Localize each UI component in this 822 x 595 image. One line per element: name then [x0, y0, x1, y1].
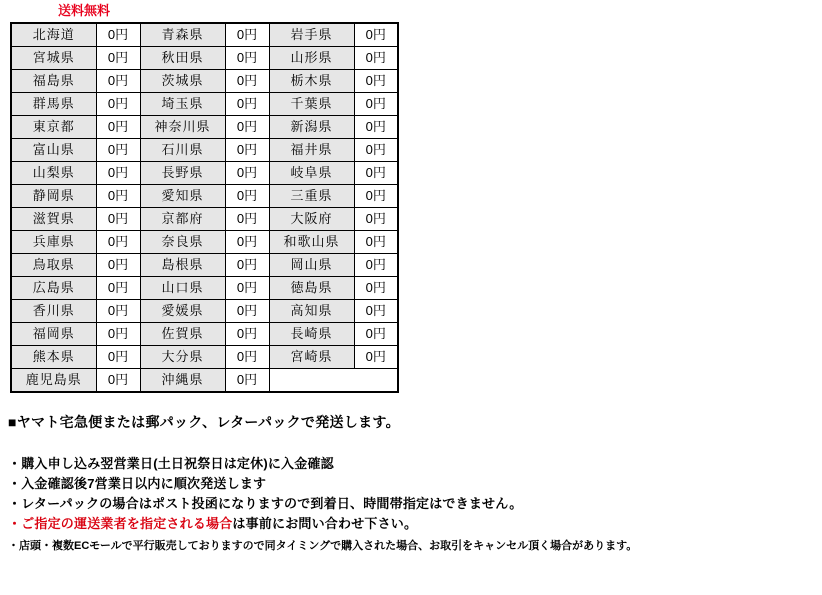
shipping-notes — [8, 412, 814, 555]
fee-cell: 0円 — [225, 208, 269, 231]
prefecture-cell: 群馬県 — [11, 93, 96, 116]
fee-cell: 0円 — [225, 300, 269, 323]
fee-cell: 0円 — [354, 23, 398, 47]
fee-cell: 0円 — [354, 139, 398, 162]
prefecture-cell: 高知県 — [269, 300, 354, 323]
fee-cell: 0円 — [225, 23, 269, 47]
prefecture-cell: 埼玉県 — [140, 93, 225, 116]
prefecture-cell: 三重県 — [269, 185, 354, 208]
prefecture-cell: 山口県 — [140, 277, 225, 300]
fee-cell: 0円 — [96, 369, 140, 393]
fee-cell: 0円 — [354, 47, 398, 70]
table-row — [11, 139, 398, 162]
prefecture-cell: 青森県 — [140, 23, 225, 47]
fee-cell: 0円 — [225, 231, 269, 254]
prefecture-cell: 福島県 — [11, 70, 96, 93]
note-parallel-sales: ・店頭・複数ECモールで平行販売しておりますので同タイミングで購入された場合、お取引をキャンセル頂く場合があります。 — [8, 540, 638, 552]
fee-cell: 0円 — [354, 70, 398, 93]
prefecture-cell: 宮城県 — [11, 47, 96, 70]
fee-cell: 0円 — [225, 93, 269, 116]
prefecture-cell: 岩手県 — [269, 23, 354, 47]
table-row — [11, 254, 398, 277]
fee-cell: 0円 — [354, 300, 398, 323]
fee-cell: 0円 — [96, 323, 140, 346]
fee-cell: 0円 — [96, 47, 140, 70]
fee-cell: 0円 — [96, 185, 140, 208]
fee-cell: 0円 — [96, 70, 140, 93]
prefecture-cell: 茨城県 — [140, 70, 225, 93]
fee-cell: 0円 — [354, 254, 398, 277]
table-row — [11, 208, 398, 231]
table-row — [11, 231, 398, 254]
table-row — [11, 23, 398, 47]
fee-cell: 0円 — [354, 162, 398, 185]
prefecture-cell: 大分県 — [140, 346, 225, 369]
table-row — [11, 70, 398, 93]
prefecture-cell: 愛媛県 — [140, 300, 225, 323]
fee-cell: 0円 — [225, 139, 269, 162]
prefecture-cell: 静岡県 — [11, 185, 96, 208]
prefecture-cell: 和歌山県 — [269, 231, 354, 254]
fee-cell: 0円 — [354, 323, 398, 346]
fee-cell: 0円 — [225, 277, 269, 300]
free-shipping-label: 送料無料 — [58, 3, 111, 18]
table-row — [11, 346, 398, 369]
prefecture-cell: 秋田県 — [140, 47, 225, 70]
fee-cell: 0円 — [96, 162, 140, 185]
fee-cell: 0円 — [96, 93, 140, 116]
fee-cell: 0円 — [354, 116, 398, 139]
prefecture-cell: 徳島県 — [269, 277, 354, 300]
prefecture-cell: 神奈川県 — [140, 116, 225, 139]
table-row — [11, 369, 398, 393]
prefecture-cell: 福井県 — [269, 139, 354, 162]
prefecture-cell: 宮崎県 — [269, 346, 354, 369]
shipping-fee-table-body — [11, 23, 398, 392]
prefecture-cell: 千葉県 — [269, 93, 354, 116]
fee-cell: 0円 — [225, 116, 269, 139]
empty-cell — [354, 369, 398, 393]
prefecture-cell: 鳥取県 — [11, 254, 96, 277]
fee-cell: 0円 — [96, 116, 140, 139]
fee-cell: 0円 — [354, 346, 398, 369]
table-row — [11, 323, 398, 346]
table-row — [11, 162, 398, 185]
note-carrier-designation — [8, 514, 814, 534]
table-row — [11, 47, 398, 70]
prefecture-cell: 兵庫県 — [11, 231, 96, 254]
fee-cell: 0円 — [225, 346, 269, 369]
table-row — [11, 300, 398, 323]
note-letterpack: ・レターパックの場合はポスト投函になりますので到着日、時間帯指定はできません。 — [8, 496, 523, 511]
note-dispatch-days: ・入金確認後7営業日以内に順次発送します — [8, 476, 267, 491]
prefecture-cell: 岡山県 — [269, 254, 354, 277]
prefecture-cell: 東京都 — [11, 116, 96, 139]
fee-cell: 0円 — [354, 277, 398, 300]
table-row — [11, 185, 398, 208]
fee-cell: 0円 — [354, 185, 398, 208]
note-carrier-designation-suffix: は事前にお問い合わせ下さい。 — [232, 516, 418, 531]
prefecture-cell: 新潟県 — [269, 116, 354, 139]
fee-cell: 0円 — [96, 208, 140, 231]
fee-cell: 0円 — [354, 231, 398, 254]
prefecture-cell: 香川県 — [11, 300, 96, 323]
prefecture-cell: 栃木県 — [269, 70, 354, 93]
prefecture-cell: 富山県 — [11, 139, 96, 162]
prefecture-cell: 沖縄県 — [140, 369, 225, 393]
prefecture-cell: 鹿児島県 — [11, 369, 96, 393]
prefecture-cell: 愛知県 — [140, 185, 225, 208]
fee-cell: 0円 — [354, 208, 398, 231]
table-row — [11, 93, 398, 116]
prefecture-cell: 岐阜県 — [269, 162, 354, 185]
table-row — [11, 116, 398, 139]
fee-cell: 0円 — [225, 47, 269, 70]
prefecture-cell: 北海道 — [11, 23, 96, 47]
prefecture-cell: 大阪府 — [269, 208, 354, 231]
empty-cell — [269, 369, 354, 393]
prefecture-cell: 滋賀県 — [11, 208, 96, 231]
fee-cell: 0円 — [96, 23, 140, 47]
prefecture-cell: 山梨県 — [11, 162, 96, 185]
fee-cell: 0円 — [96, 139, 140, 162]
fee-cell: 0円 — [225, 323, 269, 346]
fee-cell: 0円 — [96, 300, 140, 323]
table-row — [11, 277, 398, 300]
prefecture-cell: 熊本県 — [11, 346, 96, 369]
fee-cell: 0円 — [354, 93, 398, 116]
fee-cell: 0円 — [225, 70, 269, 93]
prefecture-cell: 石川県 — [140, 139, 225, 162]
fee-cell: 0円 — [96, 346, 140, 369]
prefecture-cell: 広島県 — [11, 277, 96, 300]
note-payment-confirm: ・購入申し込み翌営業日(土日祝祭日は定休)に入金確認 — [8, 456, 334, 471]
fee-cell: 0円 — [225, 254, 269, 277]
prefecture-cell: 長野県 — [140, 162, 225, 185]
fee-cell: 0円 — [96, 254, 140, 277]
note-carrier-designation-prefix: ・ご指定の運送業者を指定される場合 — [8, 516, 233, 531]
fee-cell: 0円 — [225, 185, 269, 208]
prefecture-cell: 奈良県 — [140, 231, 225, 254]
prefecture-cell: 福岡県 — [11, 323, 96, 346]
fee-cell: 0円 — [96, 277, 140, 300]
prefecture-cell: 佐賀県 — [140, 323, 225, 346]
prefecture-cell: 京都府 — [140, 208, 225, 231]
fee-cell: 0円 — [225, 369, 269, 393]
prefecture-cell: 長崎県 — [269, 323, 354, 346]
prefecture-cell: 島根県 — [140, 254, 225, 277]
prefecture-cell: 山形県 — [269, 47, 354, 70]
fee-cell: 0円 — [225, 162, 269, 185]
fee-cell: 0円 — [96, 231, 140, 254]
shipping-fee-table — [10, 22, 399, 393]
shipping-method-heading: ■ヤマト宅急便または郵パック、レターパックで発送します。 — [8, 414, 400, 430]
